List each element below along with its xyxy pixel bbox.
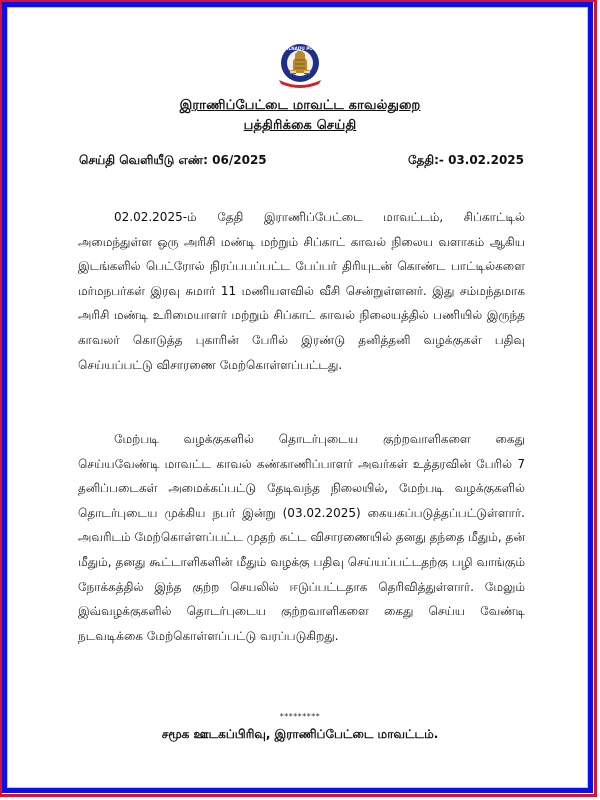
police-emblem-icon (273, 40, 327, 90)
body-paragraph-2 (78, 427, 525, 648)
body-paragraph-1 (78, 205, 525, 377)
page-title: இராணிப்பேட்டை மாவட்ட காவல்துறை (179, 98, 421, 113)
paragraph-text: 02.02.2025-ம் தேதி இராணிப்பேட்டை மாவட்டம், சிப்காட்டில் அமைந்துள்ள ஒரு அரிசி மண்டி மற்றும் சிப்காட் காவல் நிலைய வளாகம் ஆகிய இடங்களில் பெட்ரோல் நிரப்பபப்பட்ட பேப்பர் திரியுடன் கொண்ட பாட்டில்களை மர்மநபர்கள் இரவு சுமார் 11 மணியளவில் வீசி சென்றுள்ளனர். இது சம்மந்தமாக அரிசி மண்டி உரிமையாளர் மற்றும் சிப்காட் காவல் நிலையத்தில் பணியில் இருந்த காவலர் கொடுத்த புகாரின் பேரில் இரண்டு தனித்தனி வழக்குகள் பதிவு செய்யப்பட்டு விசாரணை மேற்கொள்ளப்பட்டது. (78, 210, 525, 372)
separator: ********* (279, 712, 321, 721)
page-subtitle: பத்திரிக்கை செய்தி (243, 118, 357, 133)
release-meta (79, 153, 524, 169)
paragraph-text: மேற்படி வழக்குகளில் தொடர்புடைய குற்றவாளிகளை கைது செய்யவேண்டி மாவட்ட காவல் கண்காணிப்பாளர் அவர்கள் உத்தரவின் பேரில் 7 தனிப்படைகள் அமைக்கப்பட்டு தேடிவந்த நிலையில், மேற்படி வழக்குகளில் தொடர்புடைய முக்கிய நபர் இன்று (03.02.2025) கையகப்படுத்தப்பட்டுள்ளார். அவரிடம் மேற்கொள்ளப்பட்ட முதற் கட்ட விசாரணையில் தனது தந்தை மீதும், தன் மீதும், தனது கூட்டாளிகளின் மீதும் வழக்கு பதிவு செய்யப்பட்டதற்கு பழி வாங்கும் நோக்கத்தில் இந்த குற்ற செயலில் ஈடுப்பட்டதாக தெரிவித்துள்ளார். மேலும் இவ்வழக்குகளில் தொடர்புடைய குற்றவாளிகளை கைது செய்ய வேண்டி நடவடிக்கை மேற்கொள்ளப்பட்டு வரப்படுகிறது. (78, 432, 525, 643)
signoff: சமூக ஊடகப்பிரிவு, இராணிப்பேட்டை மாவட்டம். (161, 727, 439, 741)
release-date: தேதி:- 03.02.2025 (407, 153, 524, 167)
svg-text:TAMILNADU POLICE: TAMILNADU POLICE (276, 46, 324, 51)
release-number: செய்தி வெளியீடு எண்: 06/2025 (79, 153, 267, 167)
